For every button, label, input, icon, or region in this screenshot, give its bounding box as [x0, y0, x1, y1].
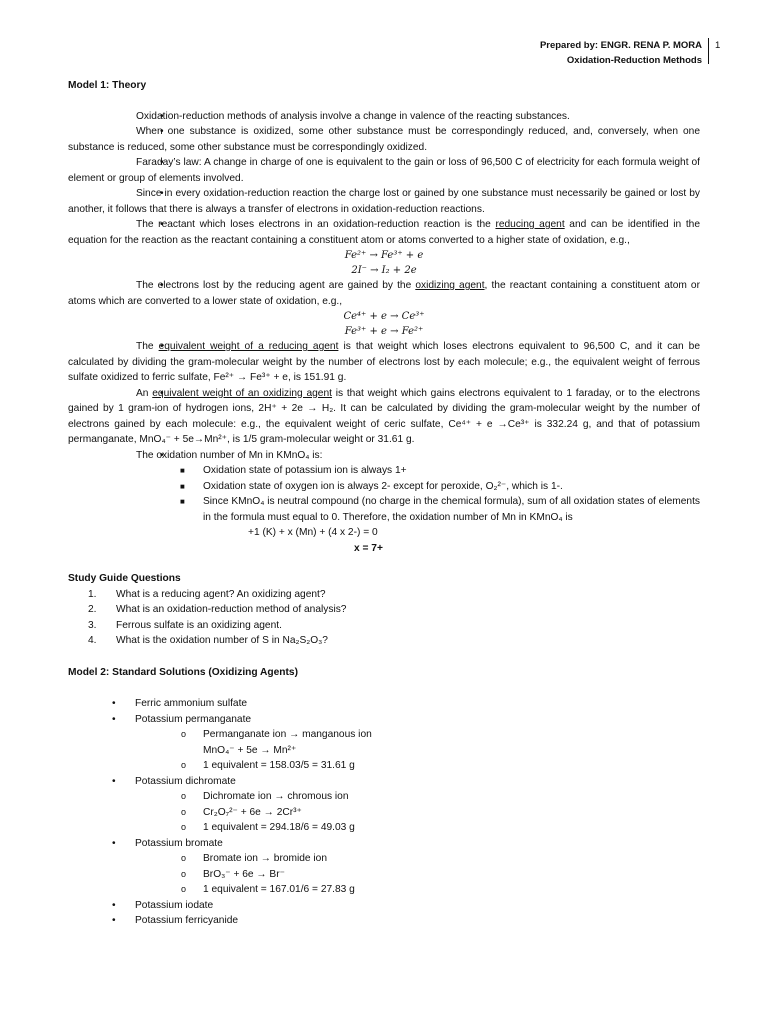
list-item [68, 805, 700, 821]
question-number: 2. [88, 604, 97, 615]
circle-bullet-icon: o [181, 884, 187, 894]
square-bullet-icon: ■ [180, 497, 185, 506]
item-text: 1 equivalent = 294.18/6 = 49.03 g [203, 822, 355, 833]
bullet-8-text-end: is that weight which gains electrons equivalent to 1 faraday, or to the electrons gained by 1 gram-ion of hydrogen ions, 2H⁺ + 2e → H₂. It can be calculated by dividing the gram-molecular weight by the number of electrons gained by each molecule: e.g., the equivalent weight of ceric sulfate, Ce⁴⁺ + e →Ce³⁺ is 332.24 g, and that of potassium permanganate, MnO₄⁻ + 5e→Mn²⁺, is 1/5 gram-molecular weight or 31.61 g. [68, 387, 700, 445]
list-item [68, 867, 700, 883]
sub-bullet-2-text: Oxidation state of oxygen ion is always 2- except for peroxide, O₂²⁻, which is 1-. [203, 480, 563, 492]
circle-bullet-icon: o [181, 868, 187, 879]
bullet-icon: • [112, 698, 116, 709]
item-text: Ferric ammonium sulfate [135, 698, 248, 709]
question-text: What is the oxidation number of S in Na₂S₂O₃? [116, 635, 328, 646]
term-eq-weight-reducing: equivalent weight of a reducing agent [158, 341, 339, 352]
term-oxidizing-agent: oxidizing agent [415, 280, 485, 291]
list-item [68, 633, 700, 649]
bullet-2: • When one substance is oxidized, some other substance must be correspondingly reduced, and, conversely, when one substance is reduced, some other substance must be correspondingly oxidized. [68, 124, 700, 155]
list-item [68, 898, 700, 914]
item-text: Potassium ferricyanide [135, 915, 239, 926]
circle-bullet-icon: o [181, 791, 187, 801]
bullet-8 [68, 386, 700, 448]
bullet-5-text: The reactant which loses electrons in an oxidation-reduction reaction is the [136, 219, 496, 230]
bullet-7-text-end: is that weight which loses electrons equivalent to 96,500 C, and it can be calculated by dividing the gram-molecular weight by the number of electrons lost by each molecule; e.g., the equivalent weight of ferrous sulfate oxidized to ferric sulfate, Fe²⁺ → Fe³⁺ + e, is 151.91 g. [68, 341, 700, 383]
item-text: Dichromate ion → chromous ion [203, 791, 349, 802]
bullet-6 [68, 278, 700, 309]
sub-bullet-1 [68, 463, 700, 479]
bullet-3: • Faraday’s law: A change in charge of one is equivalent to the gain or loss of 96,500 C of electricity for each formula weight of element or group of elements involved. [68, 155, 700, 186]
list-item [68, 587, 700, 603]
bullet-icon: • [112, 713, 116, 725]
prepared-by: Prepared by: ENGR. RENA P. MORA [539, 40, 702, 51]
bullet-4: • Since in every oxidation-reduction reaction the charge lost or gained by one substance must necessarily be gained or lost by another, it follows that there is always a transfer of electrons in oxidation-reduction reactions. [68, 186, 700, 217]
circle-bullet-icon: o [181, 806, 187, 817]
header-subtitle: Oxidation-Reduction Methods [566, 55, 702, 66]
study-title: Study Guide Questions [68, 573, 181, 584]
item-text: Potassium bromate [135, 837, 223, 849]
bullet-6-text-end: , the reactant containing a constituent atom or atoms which are converted to a lower state of oxidation, e.g., [68, 280, 700, 307]
list-item [68, 789, 700, 805]
list-item [68, 851, 700, 867]
bullet-5 [68, 217, 700, 248]
list-item [68, 836, 700, 852]
equation-ce: Ce⁴⁺ + e → Ce³⁺ [343, 311, 425, 322]
question-number: 4. [88, 635, 97, 646]
model2-title: Model 2: Standard Solutions (Oxidizing Agents) [68, 666, 298, 678]
calc-line-1: +1 (K) + x (Mn) + (4 x 2-) = 0 [248, 527, 378, 538]
page-header [540, 38, 702, 68]
sub-bullet-1-text: Oxidation state of potassium ion is always 1+ [203, 465, 407, 476]
item-text: Potassium dichromate [135, 775, 236, 787]
bullet-1: • Oxidation-reduction methods of analysis involve a change in valence of the reacting substances. [68, 109, 700, 125]
bullet-icon: • [112, 899, 116, 911]
page-body [68, 78, 700, 929]
list-item [68, 758, 700, 774]
circle-bullet-icon: o [181, 822, 187, 832]
bullet-icon: • [112, 915, 116, 926]
item-text: 1 equivalent = 167.01/6 = 27.83 g [203, 884, 355, 895]
calc-line-2: x = 7+ [354, 542, 383, 554]
equation-fe3: Fe³⁺ + e → Fe²⁺ [344, 326, 424, 337]
list-item [68, 602, 700, 618]
item-text: Permanganate ion → manganous ion [203, 729, 372, 740]
bullet-8-text: An [136, 387, 153, 399]
list-item [68, 712, 700, 728]
sub-bullet-3-text: Since KMnO₄ is neutral compound (no charge in the chemical formula), sum of all oxidation states of elements in the formula must equal to 0. Therefore, the oxidation number of Mn in KMnO₄ is [203, 496, 700, 523]
bullet-icon: • [112, 837, 116, 849]
item-text: Cr₂O₇²⁻ + 6e → 2Cr³⁺ [203, 806, 302, 818]
bullet-7 [68, 339, 700, 386]
item-text: Bromate ion → bromide ion [203, 853, 328, 864]
item-text: 1 equivalent = 158.03/5 = 31.61 g [203, 760, 355, 771]
item-text: Potassium permanganate [135, 713, 252, 725]
circle-bullet-icon: o [181, 729, 187, 739]
list-item [68, 913, 700, 929]
item-text: BrO₃⁻ + 6e → Br⁻ [203, 868, 285, 880]
question-text: What is a reducing agent? An oxidizing agent? [116, 588, 326, 600]
header-divider [708, 38, 709, 64]
question-number: 1. [88, 588, 97, 600]
bullet-9: • The oxidation number of Mn in KMnO₄ is: [68, 448, 700, 464]
term-eq-weight-oxidizing: equivalent weight of an oxidizing agent [152, 387, 332, 399]
term-reducing-agent: reducing agent [495, 219, 565, 230]
study-questions [68, 587, 700, 649]
question-text: Ferrous sulfate is an oxidizing agent. [116, 619, 282, 631]
bullet-6-text: The electrons lost by the reducing agent are gained by the [136, 280, 416, 291]
equation-iodide: 2I⁻ → I₂ + 2e [351, 265, 417, 276]
list-item [68, 820, 700, 836]
list-item [68, 696, 700, 712]
sub-bullet-3 [68, 494, 700, 525]
list-item [68, 727, 700, 743]
list-item [68, 774, 700, 790]
circle-bullet-icon: o [181, 760, 187, 770]
item-text: Potassium iodate [135, 899, 214, 911]
circle-bullet-icon: o [181, 853, 187, 863]
list-item [68, 882, 700, 898]
square-bullet-icon: ■ [180, 466, 185, 475]
bullet-7-text: The [136, 341, 159, 352]
sub-bullet-2 [68, 479, 700, 495]
bullet-5-text-end: and can be identified in the equation for the reaction as the reactant containing a constituent atom or atoms converted to a higher state of oxidation, e.g., [68, 219, 700, 246]
model1-title: Model 1: Theory [68, 80, 147, 91]
question-text: What is an oxidation-reduction method of analysis? [116, 604, 347, 615]
bullet-icon: • [112, 775, 116, 787]
equation-fe: Fe²⁺ → Fe³⁺ + e [344, 250, 424, 261]
question-number: 3. [88, 619, 97, 631]
page-number: 1 [715, 40, 721, 51]
square-bullet-icon: ■ [180, 481, 185, 491]
list-item [68, 618, 700, 634]
list-item-continued: MnO₄⁻ + 5e → Mn²⁺ [203, 744, 297, 756]
